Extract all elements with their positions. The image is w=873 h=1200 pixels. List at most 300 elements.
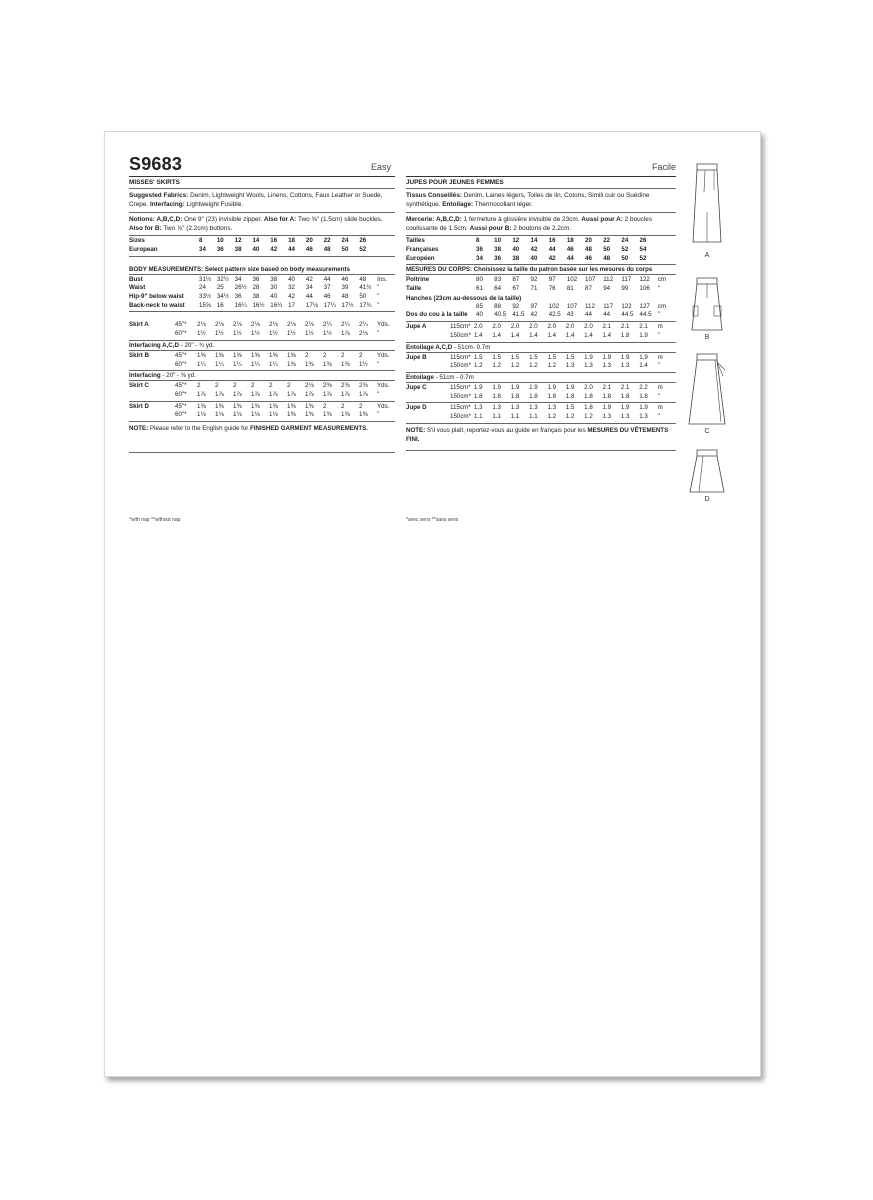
- table-cell: 1½: [251, 330, 260, 338]
- table-row: [129, 382, 395, 391]
- skirt-b-table: [129, 352, 395, 369]
- table-cell: 1⅜: [359, 411, 368, 419]
- table-cell: 115cm*: [450, 323, 471, 331]
- table-cell: 1.3: [620, 413, 630, 421]
- table-cell: 32½: [216, 275, 229, 283]
- row-label: Taille: [406, 285, 422, 292]
- table-cell: 17: [288, 301, 295, 309]
- table-cell: cm: [657, 276, 666, 284]
- table-cell: Yds.: [377, 321, 390, 329]
- entoilage-text: Thermocollant léger.: [473, 201, 533, 209]
- table-cell: 1.9: [620, 404, 630, 412]
- row-label: [129, 330, 175, 339]
- skirt-b-label: B: [704, 334, 710, 341]
- table-cell: 2⅛: [251, 321, 260, 329]
- skirt-b-yardage: [129, 351, 395, 371]
- table-cell: 87: [512, 276, 520, 284]
- table-cell: 10: [216, 237, 224, 245]
- table-cell: m: [657, 404, 663, 412]
- table-cell: 1⅜: [197, 402, 206, 410]
- table-cell: 45"*: [175, 351, 187, 359]
- table-cell: 44: [566, 254, 574, 262]
- table-cell: 30: [270, 284, 278, 292]
- table-cell: 1¼: [197, 360, 206, 368]
- table-cell: 34: [476, 254, 483, 262]
- table-cell: 1.1: [510, 413, 520, 421]
- size-table: [129, 236, 395, 256]
- table-cell: 1.4: [602, 331, 612, 339]
- table-cell: 1.9: [639, 404, 648, 412]
- skirt-c-illustration: [687, 352, 747, 435]
- table-cell: 2: [359, 402, 363, 410]
- table-row: [406, 311, 676, 320]
- difficulty-level: Easy: [370, 162, 391, 172]
- table-row: [129, 391, 395, 400]
- body-measurements: [129, 275, 395, 313]
- table-cell: ": [377, 360, 380, 368]
- table-cell: 2.0: [474, 323, 483, 331]
- table-cell: 1.3: [620, 362, 630, 370]
- table-row: [129, 403, 395, 412]
- table-cell: 2⅛: [269, 321, 278, 329]
- table-cell: 107: [585, 276, 596, 284]
- table-row: [129, 330, 395, 339]
- table-cell: 16¼: [234, 301, 247, 309]
- table-cell: Yds.: [377, 382, 390, 390]
- table-cell: 2: [233, 382, 237, 390]
- table-cell: 1.4: [529, 331, 538, 339]
- table-cell: 1.8: [620, 392, 630, 400]
- table-cell: 44.5: [639, 311, 652, 319]
- table-cell: 38: [512, 254, 520, 262]
- table-cell: 81: [566, 285, 574, 292]
- table-cell: 2⅜: [323, 382, 332, 390]
- table-cell: 1.8: [529, 392, 538, 400]
- table-cell: 2.1: [602, 323, 612, 331]
- table-cell: 2: [269, 382, 273, 390]
- table-cell: 1.3: [602, 362, 612, 370]
- table-cell: 20: [305, 237, 313, 245]
- table-cell: 1.9: [584, 353, 593, 361]
- table-cell: 1.3: [584, 362, 593, 370]
- table-cell: 1⅛: [233, 411, 242, 419]
- row-label: Skirt D: [129, 402, 149, 410]
- table-cell: 1.2: [547, 362, 557, 370]
- table-cell: 1⅜: [341, 411, 350, 419]
- table-cell: 2⅛: [305, 382, 314, 390]
- jupe-b-metrage: [406, 353, 676, 373]
- table-cell: 2: [323, 351, 327, 359]
- table-row: [406, 285, 676, 294]
- table-cell: [658, 237, 676, 246]
- table-row: [406, 303, 676, 312]
- table-cell: 1.3: [602, 413, 612, 421]
- table-cell: 1.9: [529, 383, 538, 391]
- table-cell: 97: [530, 302, 538, 310]
- table-cell: 16: [216, 301, 224, 309]
- interfacing-acd: [129, 341, 395, 351]
- table-cell: 1.8: [584, 404, 593, 412]
- table-cell: 1⅝: [233, 351, 242, 359]
- table-row: [129, 276, 395, 285]
- table-cell: 40: [270, 293, 278, 300]
- table-cell: 83: [494, 276, 502, 284]
- table-cell: 122: [621, 302, 632, 310]
- table-cell: 92: [530, 276, 538, 284]
- table-cell: 41.5: [512, 311, 525, 319]
- table-cell: 1⅜: [287, 402, 296, 410]
- table-cell: 127: [639, 302, 650, 310]
- row-label: European: [129, 245, 158, 253]
- table-cell: 2⅛: [233, 321, 242, 329]
- skirt-b-illustration: [687, 276, 747, 341]
- table-cell: 40: [476, 311, 483, 319]
- table-cell: ": [657, 285, 660, 292]
- table-cell: 50: [341, 245, 349, 253]
- table-cell: 1⅜: [341, 360, 350, 368]
- table-cell: 48: [603, 254, 611, 262]
- table-cell: ": [377, 390, 380, 398]
- body-table: [129, 276, 395, 311]
- table-row: [406, 332, 676, 341]
- skirt-a-yardage: [129, 320, 395, 340]
- table-cell: 36: [216, 245, 224, 253]
- table-cell: 2.0: [547, 323, 557, 331]
- table-cell: 1.1: [474, 413, 483, 421]
- table-cell: ": [377, 330, 380, 338]
- table-cell: 1½: [215, 330, 224, 338]
- table-cell: 16¾: [270, 301, 283, 309]
- table-cell: 54: [639, 245, 647, 253]
- table-cell: 20: [585, 237, 592, 245]
- row-label: Tailles: [406, 237, 425, 245]
- table-cell: 1⅛: [197, 411, 206, 419]
- table-cell: 2: [305, 351, 309, 359]
- interfacing-text: Lightweight Fusible.: [184, 201, 244, 209]
- table-cell: 64: [494, 285, 502, 292]
- hanches-table: [406, 303, 676, 320]
- table-cell: 26: [359, 237, 367, 245]
- table-cell: 150cm*: [450, 362, 471, 370]
- table-cell: 1.8: [602, 392, 612, 400]
- table-cell: 1.3: [474, 404, 483, 412]
- table-cell: 1.2: [474, 362, 483, 370]
- pattern-sheet: [104, 131, 761, 1077]
- table-cell: 34: [199, 245, 206, 253]
- entoilage-acd-value: - 51cm- 0.7m: [452, 343, 491, 351]
- table-cell: 40: [530, 254, 538, 262]
- french-column: [406, 160, 676, 523]
- table-cell: 1⅛: [269, 411, 278, 419]
- header-fr: [406, 160, 676, 177]
- table-cell: m: [657, 383, 663, 391]
- table-cell: 42: [288, 293, 295, 300]
- table-cell: 17½: [341, 301, 354, 309]
- jupe-a-table: [406, 323, 676, 340]
- table-cell: 1.1: [529, 413, 538, 421]
- table-cell: 2: [215, 382, 219, 390]
- table-cell: 1.2: [584, 413, 593, 421]
- row-label: Skirt B: [129, 351, 149, 359]
- row-label: [406, 393, 450, 402]
- table-cell: 1¼: [251, 360, 260, 368]
- skirt-a-label: A: [704, 252, 710, 259]
- row-label: [406, 303, 476, 312]
- note-label: NOTE:: [129, 425, 149, 433]
- table-row: [129, 237, 395, 246]
- row-label: [406, 332, 450, 341]
- table-row: [129, 284, 395, 293]
- row-label: Skirt C: [129, 382, 149, 390]
- table-row: [406, 276, 676, 285]
- table-row: [129, 293, 395, 302]
- table-cell: 2.0: [529, 323, 538, 331]
- fabrics-label: Suggested Fabrics:: [129, 192, 189, 199]
- table-cell: 48: [323, 245, 331, 253]
- tissus-label: Tissus Conseillés:: [406, 192, 462, 199]
- table-cell: 1.9: [474, 383, 483, 391]
- table-cell: 1.1: [492, 413, 501, 421]
- table-cell: 37: [323, 284, 331, 292]
- table-cell: 40: [512, 245, 520, 253]
- table-cell: 2.0: [492, 323, 501, 331]
- table-cell: 38: [270, 275, 278, 283]
- interfacing-b-value: - 20" - ⅜ yd.: [160, 372, 196, 380]
- notions: [129, 213, 395, 237]
- table-cell: 24: [621, 237, 629, 245]
- table-cell: 18: [566, 237, 574, 245]
- jupe-d-metrage: [406, 403, 676, 423]
- table-row: [406, 393, 676, 402]
- table-cell: 17¼: [323, 301, 336, 309]
- table-cell: 2.1: [602, 383, 612, 391]
- table-cell: 10: [494, 237, 502, 245]
- skirt-d-yardage: [129, 402, 395, 422]
- table-cell: 12: [234, 237, 242, 245]
- table-cell: 1.3: [492, 404, 501, 412]
- table-cell: 107: [566, 302, 578, 310]
- table-cell: ": [377, 301, 380, 309]
- table-cell: 15⅝: [199, 301, 212, 309]
- notions-a-label: Also for A:: [263, 215, 297, 223]
- table-cell: 1⅜: [215, 402, 224, 410]
- table-cell: 1.8: [547, 392, 557, 400]
- table-cell: 1.2: [510, 362, 520, 370]
- table-cell: [658, 255, 676, 264]
- table-cell: 22: [603, 237, 611, 245]
- row-label: [406, 413, 450, 422]
- table-cell: 1.4: [547, 331, 557, 339]
- table-cell: 52: [621, 245, 629, 253]
- row-label: Jupe A: [406, 323, 427, 331]
- notions-label: Notions: A,B,C,D:: [129, 215, 183, 223]
- table-cell: 1⅜: [287, 360, 296, 368]
- table-cell: 1⅝: [197, 351, 206, 359]
- table-cell: 48: [359, 275, 367, 283]
- titre: JUPES POUR JEUNES FEMMES: [406, 177, 676, 189]
- entoilage-acd-label: Entoilage A,C,D: [406, 343, 453, 351]
- table-cell: 16½: [252, 301, 265, 309]
- row-label: Dos du cou à la taille: [406, 311, 468, 319]
- table-cell: 25: [216, 284, 224, 292]
- tissus-conseilles: [406, 189, 676, 213]
- body-measurements-title: BODY MEASUREMENTS: Select pattern size based on body measurements: [129, 265, 395, 275]
- interfacing-b-label: Interfacing: [129, 372, 161, 380]
- table-cell: 26½: [234, 284, 247, 292]
- table-cell: 38: [252, 293, 260, 300]
- table-cell: 1.4: [510, 331, 520, 339]
- table-cell: cm: [657, 302, 666, 310]
- table-cell: 1.5: [565, 353, 575, 361]
- table-cell: 1.3: [510, 404, 520, 412]
- table-cell: 24: [199, 284, 206, 292]
- table-cell: 1.8: [565, 392, 575, 400]
- table-cell: 1.4: [492, 331, 501, 339]
- table-cell: 97: [548, 276, 556, 284]
- table-cell: 1.5: [474, 353, 483, 361]
- table-cell: 44: [305, 293, 313, 300]
- table-cell: 34: [234, 275, 242, 283]
- pattern-title: MISSES' SKIRTS: [129, 177, 395, 189]
- table-cell: 150cm*: [450, 413, 471, 421]
- table-cell: 1⅜: [233, 402, 242, 410]
- table-cell: ": [657, 311, 660, 319]
- table-cell: 1¼: [215, 360, 224, 368]
- row-label: Françaises: [406, 245, 439, 253]
- table-row: [406, 404, 676, 413]
- table-row: [129, 246, 395, 255]
- table-cell: 122: [639, 276, 650, 284]
- table-cell: 102: [548, 302, 560, 310]
- table-cell: 2⅛: [215, 321, 224, 329]
- note-fr-bold: MESURES DU VÊTEMENTS FINI.: [406, 426, 669, 443]
- table-cell: 117: [603, 302, 614, 310]
- table-cell: 1⅜: [251, 402, 260, 410]
- table-cell: 38: [234, 245, 242, 253]
- table-cell: 94: [603, 285, 611, 292]
- table-cell: 48: [341, 293, 349, 300]
- table-cell: 112: [603, 276, 614, 284]
- row-label: Poitrine: [406, 276, 430, 284]
- entoilage-label: Entoilage:: [442, 201, 474, 209]
- table-cell: 46: [341, 275, 349, 283]
- sizes-table: [129, 237, 395, 254]
- table-cell: 2⅛: [287, 321, 296, 329]
- table-row: [129, 321, 395, 330]
- table-cell: 2⅛: [197, 321, 206, 329]
- note-en: [129, 422, 395, 453]
- header-en: [129, 154, 395, 177]
- table-cell: 150cm*: [450, 331, 471, 339]
- table-cell: 36: [494, 254, 502, 262]
- table-cell: 42: [305, 275, 313, 283]
- table-cell: 2¼: [359, 321, 368, 329]
- table-row: [406, 323, 676, 332]
- mesures-table: [406, 276, 676, 293]
- table-cell: 1.3: [565, 362, 575, 370]
- skirt-d-illustration: [687, 448, 747, 503]
- table-cell: 44: [288, 245, 295, 253]
- table-cell: 1⅛: [215, 411, 224, 419]
- table-cell: 1.9: [602, 353, 612, 361]
- skirt-c-icon: [687, 352, 727, 428]
- table-cell: ": [657, 331, 660, 339]
- row-label: Hip-9" below waist: [129, 293, 184, 300]
- entoilage-b-value: - 51cm - 0.7m: [433, 373, 474, 381]
- table-cell: 2.0: [510, 323, 520, 331]
- table-cell: 50: [621, 254, 629, 262]
- footnote-fr: *avec sens **sans sens: [406, 517, 459, 523]
- mercerie-a-label: Aussi pour A:: [581, 215, 623, 223]
- table-cell: 2.0: [584, 323, 593, 331]
- table-cell: 2⅜: [341, 382, 350, 390]
- table-cell: 1⅞: [287, 390, 296, 398]
- table-cell: 28: [252, 284, 260, 292]
- table-cell: 2¼: [341, 321, 350, 329]
- table-cell: 44.5: [621, 311, 634, 319]
- skirt-c-label: C: [704, 428, 710, 435]
- table-cell: 1.9: [492, 383, 501, 391]
- table-cell: 1.8: [474, 392, 483, 400]
- table-cell: 45"*: [175, 321, 187, 329]
- table-cell: 1⅞: [323, 390, 332, 398]
- row-label: Bust: [129, 275, 143, 283]
- table-cell: 46: [323, 293, 331, 300]
- table-cell: 1.4: [639, 362, 648, 370]
- table-row: [129, 361, 395, 370]
- table-cell: 115cm*: [450, 404, 471, 412]
- table-cell: 42: [530, 311, 538, 319]
- table-cell: 48: [585, 245, 592, 253]
- table-cell: 2: [341, 351, 345, 359]
- tailles-table: [406, 236, 676, 265]
- table-cell: 60"*: [175, 390, 187, 398]
- niveau: Facile: [651, 162, 676, 172]
- table-cell: 2.1: [639, 323, 648, 331]
- table-cell: 31½: [199, 275, 212, 283]
- table-cell: 16: [548, 237, 556, 245]
- table-row: [129, 352, 395, 361]
- note-text: Please refer to the English guide for: [148, 425, 251, 433]
- row-label: Back-neck to waist: [129, 301, 185, 309]
- table-cell: 1⅝: [215, 351, 224, 359]
- table-cell: 1.9: [602, 404, 612, 412]
- table-cell: 2: [251, 382, 255, 390]
- table-cell: m: [657, 323, 663, 331]
- row-label: Jupe D: [406, 404, 427, 412]
- table-cell: 1.9: [565, 383, 575, 391]
- table-cell: 71: [530, 285, 538, 292]
- note-bold: FINISHED GARMENT MEASUREMENTS.: [250, 425, 368, 433]
- table-cell: Yds.: [377, 351, 390, 359]
- table-cell: 1⅞: [341, 330, 350, 338]
- row-label: Jupe C: [406, 383, 427, 391]
- table-cell: 2.0: [584, 383, 593, 391]
- skirt-a-icon: [687, 162, 727, 252]
- row-label: Waist: [129, 284, 146, 292]
- entoilage-b: [406, 373, 676, 383]
- note-fr-text: S'il vous plaît, reportez-vous au guide en français pour les: [425, 426, 588, 434]
- table-cell: 1⅞: [359, 390, 368, 398]
- mercerie-b-text: 2 boutons de 2.2cm.: [511, 224, 572, 232]
- skirt-c-table: [129, 382, 395, 399]
- table-cell: 1.9: [639, 331, 648, 339]
- notions-b-text: Two ⅞" (2.2cm) buttons.: [161, 224, 233, 232]
- table-cell: 1⅝: [251, 351, 260, 359]
- table-cell: 1¼: [233, 360, 242, 368]
- table-cell: ": [657, 392, 660, 400]
- table-cell: 1.5: [565, 404, 575, 412]
